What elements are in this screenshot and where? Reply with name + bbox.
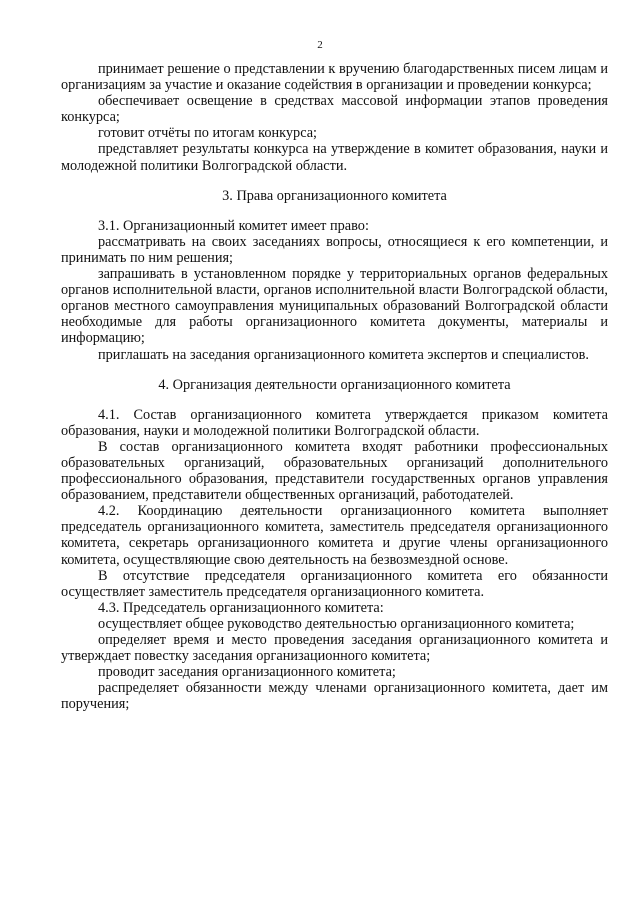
section-heading: 4. Организация деятельности организационного комитета: [158, 376, 511, 393]
document-body: [61, 61, 608, 712]
paragraph: приглашать на заседания организационного комитета экспертов и специалистов.: [98, 346, 589, 363]
paragraph: обеспечивает освещение в средствах массовой информации этапов проведения конкурса;: [61, 93, 608, 126]
paragraph: принимает решение о представлении к вручению благодарственных писем лицам и организациям за участие и оказание содействия в организации и проведении конкурса;: [61, 61, 608, 94]
paragraph: 4.1. Состав организационного комитета утверждается приказом комитета образования, науки и молодежной политики Волгоградской области.: [61, 406, 608, 439]
paragraph: готовит отчёты по итогам конкурса;: [98, 125, 318, 142]
paragraph: В состав организационного комитета входят работники профессиональных образовательных организаций, образовательных организаций дополнительного профессионального образования, представители государственных органов управления образованием, представители общественных организаций, работодателей.: [61, 438, 608, 504]
section-3-body: [61, 218, 608, 363]
section-4-body: [61, 407, 608, 713]
top-block: [61, 61, 608, 174]
paragraph: 3.1. Организационный комитет имеет право:: [98, 217, 369, 234]
paragraph: проводит заседания организационного комитета;: [98, 664, 396, 681]
paragraph: 4.2. Координацию деятельности организационного комитета выполняет председатель организационного комитета, заместитель председателя организационного комитета, секретарь организационного комитета и другие члены организационного комитета, осуществляющие свою деятельность на безвозмездной основе.: [61, 503, 608, 568]
paragraph: запрашивать в установленном порядке у территориальных органов федеральных органов исполнительной власти, органов исполнительной власти Волгоградской области, органов местного самоуправления муниципальных образований Волгоградской области необходимые для работы организационного комитета документы, материалы и информацию;: [61, 266, 608, 347]
paragraph: рассматривать на своих заседаниях вопросы, относящиеся к его компетенции, и принимать по ним решения;: [61, 233, 608, 266]
page-number: 2: [317, 39, 323, 51]
paragraph: представляет результаты конкурса на утверждение в комитет образования, науки и молодежной политики Волгоградской области.: [61, 141, 608, 174]
paragraph: определяет время и место проведения заседания организационного комитета и утверждает повестку заседания организационного комитета;: [61, 632, 608, 665]
paragraph: осуществляет общее руководство деятельностью организационного комитета;: [98, 615, 575, 632]
paragraph: 4.3. Председатель организационного комитета:: [98, 599, 384, 616]
section-heading: 3. Права организационного комитета: [222, 187, 447, 204]
paragraph: распределяет обязанности между членами организационного комитета, дает им поручения;: [61, 680, 608, 713]
paragraph: В отсутствие председателя организационного комитета его обязанности осуществляет заместитель председателя организационного комитета.: [61, 567, 608, 600]
